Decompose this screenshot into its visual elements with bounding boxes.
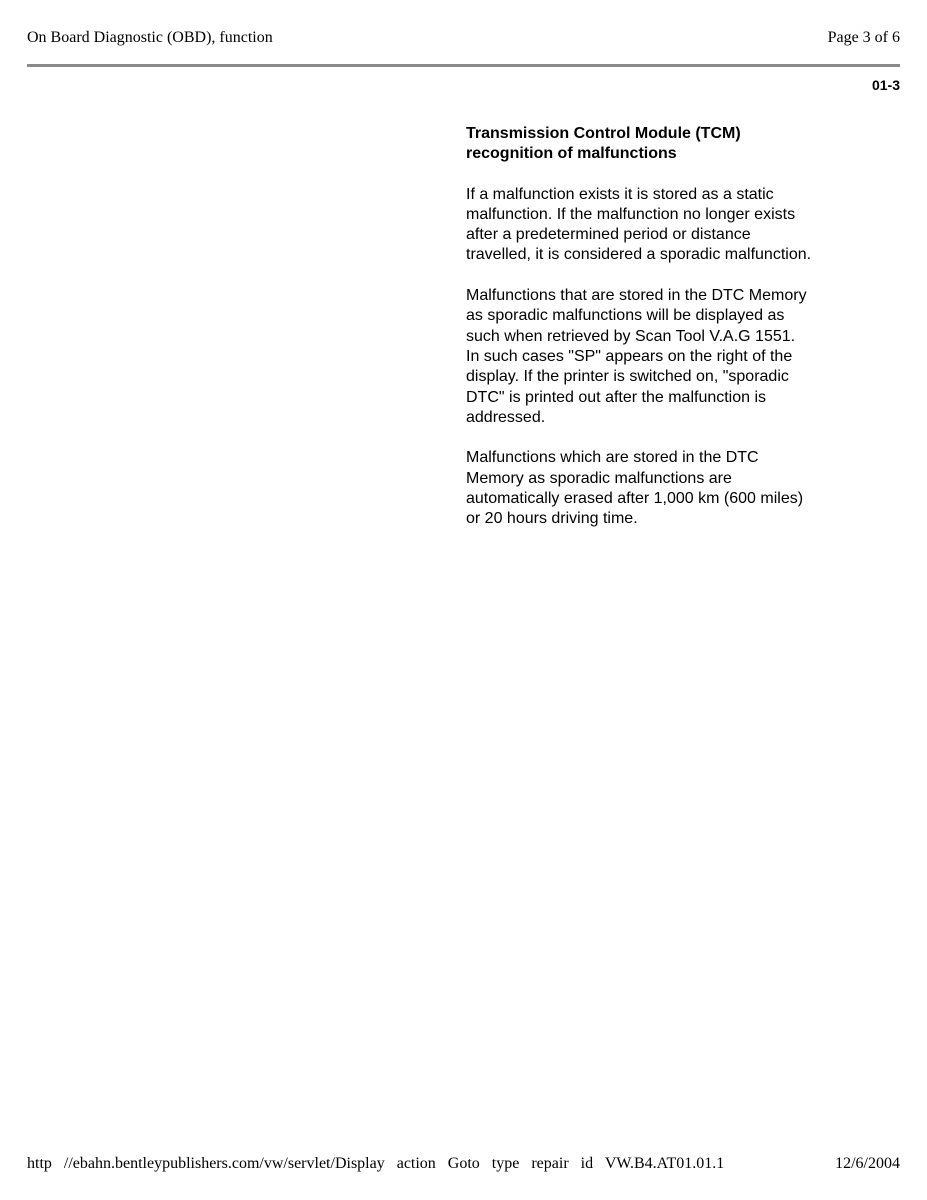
source-url: http //ebahn.bentleypublishers.com/vw/servlet/Display action Goto type repair id VW.B4.AT01.01.1: [27, 1155, 725, 1172]
text-line: Malfunctions that are stored in the DTC Memory: [466, 287, 807, 305]
heading-line: Transmission Control Module (TCM): [466, 125, 741, 142]
text-line: In such cases "SP" appears on the right of the: [466, 347, 793, 365]
text-line: Malfunctions which are stored in the DTC: [466, 449, 759, 467]
page-indicator: Page 3 of 6: [827, 29, 900, 46]
text-line: automatically erased after 1,000 km (600 miles): [466, 490, 804, 508]
print-date: 12/6/2004: [835, 1155, 900, 1172]
article-heading: [466, 124, 866, 165]
text-line: after a predetermined period or distance: [466, 226, 751, 244]
paragraph-static-malfunction: [466, 185, 866, 266]
paragraph-sporadic-display: [466, 286, 866, 428]
paragraph-auto-erase: [466, 448, 866, 529]
text-line: addressed.: [466, 408, 546, 426]
header-divider: [27, 64, 900, 67]
text-line: DTC" is printed out after the malfunction is: [466, 388, 767, 406]
document-title: On Board Diagnostic (OBD), function: [27, 29, 273, 46]
heading-line: recognition of malfunctions: [466, 145, 677, 163]
text-line: If a malfunction exists it is stored as a static: [466, 185, 774, 203]
text-line: travelled, it is considered a sporadic malfunction.: [466, 246, 812, 264]
article-body: [466, 124, 866, 550]
text-line: Memory as sporadic malfunctions are: [466, 469, 732, 487]
text-line: or 20 hours driving time.: [466, 510, 638, 528]
text-line: display. If the printer is switched on, "sporadic: [466, 368, 789, 386]
text-line: malfunction. If the malfunction no longer exists: [466, 205, 796, 223]
text-line: such when retrieved by Scan Tool V.A.G 1551.: [466, 327, 796, 345]
section-code: 01-3: [871, 77, 900, 93]
text-line: as sporadic malfunctions will be displayed as: [466, 307, 785, 325]
